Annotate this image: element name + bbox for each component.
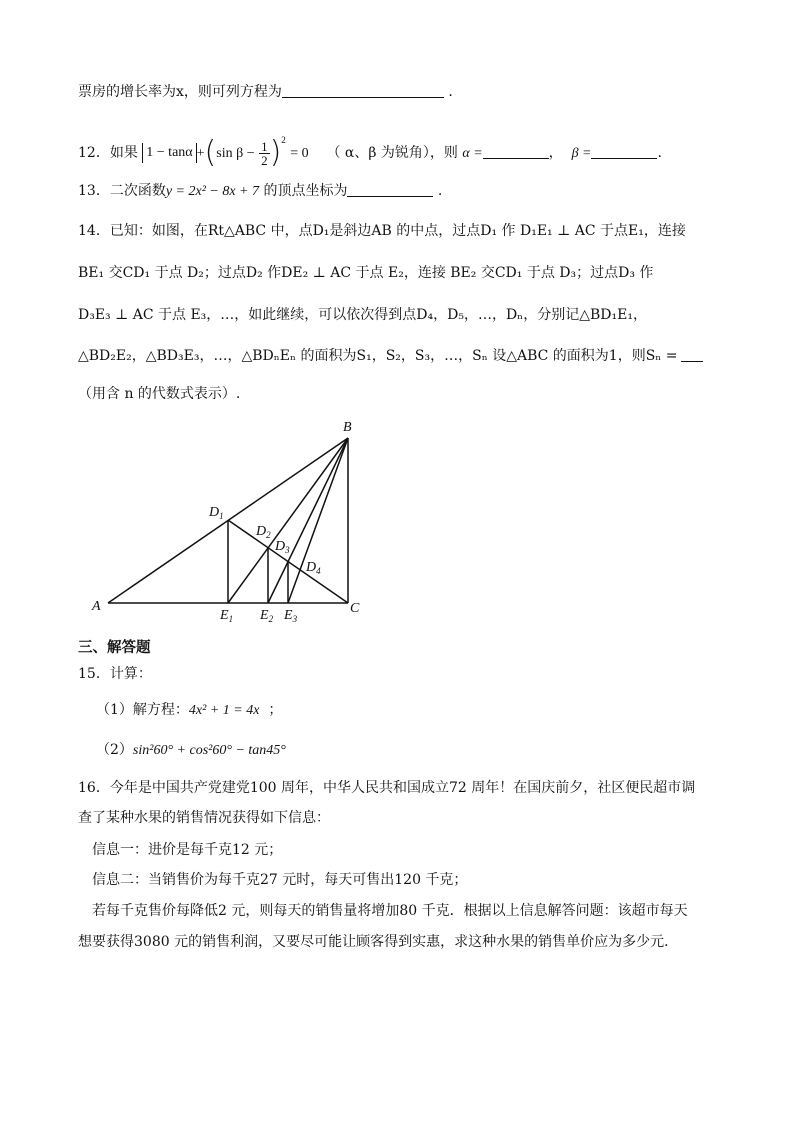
q14-answer-blank[interactable]: [681, 347, 703, 362]
q13-end: .: [437, 183, 443, 199]
q12-fraction: [259, 140, 270, 167]
left-paren: (: [204, 135, 217, 170]
q12-plus: +: [196, 146, 205, 161]
q14-line-1: 14．已知：如图，在Rt△ABC 中，点D₁是斜边AB 的中点，过点D₁ 作 D₁E₁ ⊥ AC 于点E₁，连接: [78, 223, 686, 239]
q14-line-2: BE₁ 交CD₁ 于点 D₂；过点D₂ 作DE₂ ⊥ AC 于点 E₂，连接 BE₂ 交CD₁ 于点 D₃；过点D₃ 作: [78, 265, 654, 281]
label-d3: $D_3$: [275, 539, 290, 555]
label-e2: $E_2$: [260, 608, 274, 624]
q12-beta-blank[interactable]: [591, 144, 657, 159]
q13-line: [78, 181, 442, 202]
q11-answer-blank[interactable]: [282, 83, 444, 98]
q15-part1: [96, 700, 282, 721]
q14-line-3: D₃E₃ ⊥ AC 于点 E₃，…，如此继续，可以依次得到点D₄，D₅，…，Dₙ，分别记△BD₁E₁，: [78, 307, 647, 323]
q15-part2-expression: sin²60° + cos²60° − tan45°: [132, 743, 286, 758]
q15-part1-equation: 4x² + 1 = 4x: [188, 703, 260, 718]
q16-line-1: 16．今年是中国共产党建党100 周年，中华人民共和国成立72 周年！在国庆前夕，社区便民超市调: [78, 780, 696, 796]
q12-sin-expression: sin β −: [216, 146, 255, 161]
q12-condition: （ α、β 为锐角），则: [326, 145, 458, 161]
label-c: C: [350, 601, 360, 616]
label-d4: $D_4$: [306, 560, 321, 576]
label-e3: $E_3$: [284, 608, 298, 624]
triangle-figure: [88, 412, 378, 627]
fraction-denominator: 2: [261, 152, 268, 168]
q12-power: 2: [281, 135, 286, 145]
q12-alpha-blank[interactable]: [483, 144, 549, 159]
label-a: A: [92, 599, 101, 614]
q13-function: y = 2x² − 8x + 7: [165, 184, 260, 199]
q12-end: .: [657, 145, 662, 161]
q11-end: .: [448, 84, 453, 100]
q11-text: 票房的增长率为x，则可列方程为: [78, 84, 282, 100]
segment-be2: [268, 438, 348, 603]
q12-line: [78, 124, 662, 170]
q16-line-4: 想要获得3080 元的销售利润，又要尽可能让顾客得到实惠，求这种水果的销售单价应为多少元．: [78, 934, 679, 950]
q14-line-4: [78, 346, 703, 366]
q11-line: [78, 82, 453, 102]
q14-line-5: （用含 n 的代数式表示）.: [78, 386, 241, 402]
q12-abs-expression: [142, 143, 196, 163]
right-paren: ): [269, 135, 282, 170]
q16-info-1: 信息一：进价是每千克12 元；: [92, 842, 283, 858]
q14-line-4-text: △BD₂E₂，△BD₃E₃，…，△BDₙEₙ 的面积为S₁，S₂，S₃，…，Sₙ 设△ABC 的面积为1，则Sₙ =: [78, 348, 678, 364]
q13-number: 13．二次函数: [78, 183, 166, 199]
q13-prompt: 的顶点坐标为: [259, 183, 348, 199]
q15-title: 15．计算：: [78, 666, 152, 682]
q15-part1-end: ；: [268, 702, 283, 718]
segment-be3: [288, 438, 348, 603]
q15-part2: [96, 740, 286, 761]
q12-number: 12．如果: [78, 145, 138, 161]
label-e1: $E_1$: [220, 608, 234, 624]
q15-part2-label: （2）: [96, 742, 133, 758]
q12-separator: ，: [548, 145, 563, 161]
q16-line-2: 查了某种水果的销售情况获得如下信息：: [78, 810, 330, 826]
q12-beta-label: β =: [571, 146, 592, 161]
fraction-numerator: 1: [261, 138, 268, 154]
q12-abs-text: 1 − tanα: [146, 145, 193, 160]
q12-alpha-label: α =: [462, 146, 483, 161]
q12-equals-zero: = 0: [290, 146, 309, 161]
label-b: B: [343, 420, 352, 435]
label-d1: $D_1$: [209, 505, 224, 521]
q16-line-3: 若每千克售价每降低2 元，则每天的销售量将增加80 千克．根据以上信息解答问题：该超市每天: [92, 903, 688, 919]
q13-answer-blank[interactable]: [347, 182, 433, 197]
label-d2: $D_2$: [256, 524, 271, 540]
section-title: 三、解答题: [78, 639, 151, 656]
q16-info-2: 信息二：当销售价为每千克27 元时，每天可售出120 千克；: [92, 872, 468, 888]
q15-part1-label: （1）解方程：: [96, 702, 189, 718]
